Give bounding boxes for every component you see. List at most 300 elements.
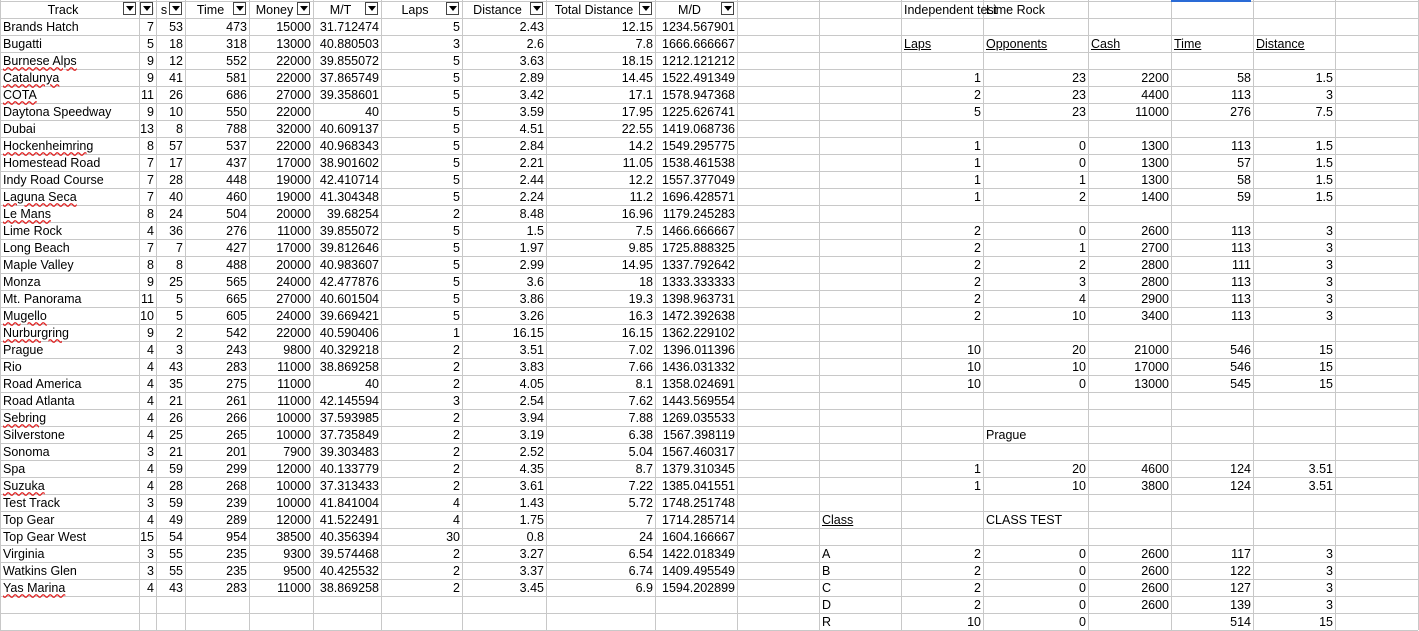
data-cell[interactable]: 37.865749 [319, 71, 379, 85]
data-cell[interactable]: 9 [147, 54, 154, 68]
data-cell[interactable]: 37.313433 [319, 479, 379, 493]
side-data-cell[interactable]: 3.51 [1308, 479, 1333, 493]
data-cell[interactable]: 4.51 [519, 122, 544, 136]
side-data-cell[interactable]: 2 [974, 224, 981, 238]
data-cell[interactable]: 10000 [276, 428, 311, 442]
data-cell[interactable]: 19000 [276, 173, 311, 187]
column-header[interactable]: s [160, 3, 168, 17]
side-data-cell[interactable]: 1400 [1141, 190, 1169, 204]
side-data-cell[interactable]: 2 [974, 88, 981, 102]
data-cell[interactable]: 31.712474 [319, 20, 379, 34]
side-data-cell[interactable]: 23 [1072, 88, 1086, 102]
data-cell[interactable]: 3 [147, 445, 154, 459]
side-header-cell[interactable]: Cash [1091, 37, 1121, 51]
side-data-cell[interactable]: 2 [974, 275, 981, 289]
data-cell[interactable]: 16.15 [621, 326, 653, 340]
track-name-cell[interactable]: Sebring [3, 411, 47, 425]
data-cell[interactable]: 40.356394 [319, 530, 379, 544]
data-cell[interactable]: 7.5 [635, 224, 653, 238]
data-cell[interactable]: 5 [453, 88, 460, 102]
data-cell[interactable]: 14.2 [628, 139, 653, 153]
side-data-cell[interactable]: 1 [974, 139, 981, 153]
side-data-cell[interactable]: 514 [1230, 615, 1251, 629]
data-cell[interactable]: 3 [147, 564, 154, 578]
data-cell[interactable]: 39.358601 [319, 88, 379, 102]
side-data-cell[interactable]: 59 [1237, 190, 1251, 204]
track-name-cell[interactable]: Test Track [3, 496, 60, 510]
data-cell[interactable]: 3.6 [526, 275, 544, 289]
track-name-cell[interactable]: Spa [3, 462, 26, 476]
data-cell[interactable]: 8 [176, 122, 183, 136]
data-cell[interactable]: 8.48 [519, 207, 544, 221]
data-cell[interactable]: 5 [453, 258, 460, 272]
side-data-cell[interactable]: 0 [1079, 156, 1086, 170]
side-data-cell[interactable]: 545 [1230, 377, 1251, 391]
data-cell[interactable]: 5 [147, 37, 154, 51]
data-cell[interactable]: 18 [169, 37, 183, 51]
side-data-cell[interactable]: 2700 [1141, 241, 1169, 255]
data-cell[interactable]: 9500 [283, 564, 311, 578]
data-cell[interactable]: 3.94 [519, 411, 544, 425]
data-cell[interactable]: 22000 [276, 105, 311, 119]
data-cell[interactable]: 36 [169, 224, 183, 238]
data-cell[interactable]: 9300 [283, 547, 311, 561]
data-cell[interactable]: 11000 [277, 360, 311, 374]
data-cell[interactable]: 7900 [283, 445, 311, 459]
data-cell[interactable]: 19.3 [628, 292, 653, 306]
track-name-cell[interactable]: Suzuka [3, 479, 45, 493]
data-cell[interactable]: 437 [226, 156, 247, 170]
data-cell[interactable]: 0.8 [526, 530, 544, 544]
class-name-cell[interactable]: D [822, 598, 832, 612]
side-data-cell[interactable]: 10 [967, 615, 981, 629]
data-cell[interactable]: 3.61 [519, 479, 544, 493]
data-cell[interactable]: 32000 [276, 122, 311, 136]
data-cell[interactable]: 266 [226, 411, 247, 425]
side-data-cell[interactable]: 276 [1230, 105, 1251, 119]
data-cell[interactable]: 605 [226, 309, 247, 323]
side-data-cell[interactable]: 4600 [1141, 462, 1169, 476]
track-name-cell[interactable]: Burnese Alps [3, 54, 77, 68]
data-cell[interactable]: 22000 [276, 71, 311, 85]
data-cell[interactable]: 7.8 [635, 37, 653, 51]
side-data-cell[interactable]: 1 [1079, 241, 1086, 255]
side-data-cell[interactable]: 124 [1230, 462, 1251, 476]
data-cell[interactable]: 5 [453, 105, 460, 119]
side-data-cell[interactable]: 113 [1231, 88, 1251, 102]
data-cell[interactable]: 7 [646, 513, 653, 527]
data-cell[interactable]: 427 [226, 241, 247, 255]
data-cell[interactable]: 39.574468 [319, 547, 379, 561]
data-cell[interactable]: 7 [176, 241, 183, 255]
data-cell[interactable]: 1594.202899 [662, 581, 735, 595]
side-data-cell[interactable]: 2 [974, 581, 981, 595]
data-cell[interactable]: 4 [453, 513, 460, 527]
side-data-cell[interactable]: 2800 [1141, 258, 1169, 272]
side-header-cell[interactable]: Distance [1256, 37, 1305, 51]
side-data-cell[interactable]: 113 [1231, 309, 1251, 323]
data-cell[interactable]: 11000 [277, 394, 311, 408]
data-cell[interactable]: 24 [169, 207, 183, 221]
data-cell[interactable]: 8 [147, 258, 154, 272]
data-cell[interactable]: 448 [226, 173, 247, 187]
side-data-cell[interactable]: 3800 [1141, 479, 1169, 493]
data-cell[interactable]: 1725.888325 [662, 241, 735, 255]
data-cell[interactable]: 8 [147, 139, 154, 153]
data-cell[interactable]: 2 [453, 479, 460, 493]
data-cell[interactable]: 40 [365, 377, 379, 391]
side-data-cell[interactable]: 113 [1231, 292, 1251, 306]
data-cell[interactable]: 1419.068736 [662, 122, 735, 136]
data-cell[interactable]: 2 [453, 343, 460, 357]
data-cell[interactable]: 5 [453, 156, 460, 170]
data-cell[interactable]: 11000 [277, 224, 311, 238]
autofilter-dropdown-icon[interactable] [721, 2, 734, 15]
data-cell[interactable]: 11 [141, 292, 154, 306]
data-cell[interactable]: 1398.963731 [662, 292, 735, 306]
data-cell[interactable]: 26 [169, 411, 183, 425]
data-cell[interactable]: 7 [147, 20, 154, 34]
side-data-cell[interactable]: 1.5 [1315, 190, 1333, 204]
side-data-cell[interactable]: 2 [974, 241, 981, 255]
side-data-cell[interactable]: 2 [1079, 190, 1086, 204]
side-data-cell[interactable]: 1300 [1141, 156, 1169, 170]
data-cell[interactable]: 42.410714 [319, 173, 379, 187]
data-cell[interactable]: 7.02 [628, 343, 653, 357]
track-name-cell[interactable]: Homestead Road [3, 156, 101, 170]
data-cell[interactable]: 21 [169, 445, 183, 459]
side-data-cell[interactable]: 3 [1326, 547, 1333, 561]
data-cell[interactable]: 10000 [276, 479, 311, 493]
data-cell[interactable]: 2 [453, 445, 460, 459]
side-data-cell[interactable]: 7.5 [1315, 105, 1333, 119]
data-cell[interactable]: 5 [453, 20, 460, 34]
data-cell[interactable]: 2.52 [519, 445, 544, 459]
side-data-cell[interactable]: 2600 [1141, 598, 1169, 612]
data-cell[interactable]: 6.38 [628, 428, 653, 442]
class-name-cell[interactable]: A [822, 547, 831, 561]
data-cell[interactable]: 40.329218 [319, 343, 379, 357]
data-cell[interactable]: 5 [453, 190, 460, 204]
data-cell[interactable]: 10000 [276, 411, 311, 425]
data-cell[interactable]: 42.145594 [319, 394, 379, 408]
data-cell[interactable]: 15000 [276, 20, 311, 34]
data-cell[interactable]: 20000 [276, 207, 311, 221]
data-cell[interactable]: 460 [226, 190, 247, 204]
data-cell[interactable]: 552 [226, 54, 247, 68]
data-cell[interactable]: 20000 [276, 258, 311, 272]
side-data-cell[interactable]: 3 [1326, 88, 1333, 102]
data-cell[interactable]: 8 [147, 207, 154, 221]
track-name-cell[interactable]: Road America [3, 377, 82, 391]
data-cell[interactable]: 954 [226, 530, 247, 544]
data-cell[interactable]: 4 [147, 394, 154, 408]
side-data-cell[interactable]: 2 [1079, 258, 1086, 272]
side-data-cell[interactable]: 1 [974, 190, 981, 204]
data-cell[interactable]: 5 [453, 309, 460, 323]
side-data-cell[interactable]: 2200 [1141, 71, 1169, 85]
data-cell[interactable]: 7 [147, 173, 154, 187]
data-cell[interactable]: 17000 [276, 241, 311, 255]
side-data-cell[interactable]: 2900 [1141, 292, 1169, 306]
autofilter-dropdown-icon[interactable] [233, 2, 246, 15]
track-name-cell[interactable]: Watkins Glen [3, 564, 77, 578]
data-cell[interactable]: 11000 [277, 581, 311, 595]
data-cell[interactable]: 9800 [283, 343, 311, 357]
side-data-cell[interactable]: 2 [974, 547, 981, 561]
data-cell[interactable]: 12.15 [621, 20, 653, 34]
data-cell[interactable]: 4.35 [519, 462, 544, 476]
data-cell[interactable]: 1567.460317 [662, 445, 735, 459]
side-data-cell[interactable]: 4400 [1141, 88, 1169, 102]
side-data-cell[interactable]: 10 [1072, 479, 1086, 493]
data-cell[interactable]: 59 [169, 496, 183, 510]
data-cell[interactable]: 283 [226, 581, 247, 595]
data-cell[interactable]: 14.45 [621, 71, 653, 85]
data-cell[interactable]: 1436.031332 [662, 360, 735, 374]
data-cell[interactable]: 3.83 [519, 360, 544, 374]
data-cell[interactable]: 5 [453, 122, 460, 136]
data-cell[interactable]: 1.5 [526, 224, 544, 238]
side-data-cell[interactable]: 113 [1231, 224, 1251, 238]
track-name-cell[interactable]: Catalunya [3, 71, 60, 85]
data-cell[interactable]: 542 [226, 326, 247, 340]
data-cell[interactable]: 39.669421 [319, 309, 379, 323]
data-cell[interactable]: 3 [176, 343, 183, 357]
data-cell[interactable]: 40.133779 [319, 462, 379, 476]
data-cell[interactable]: 3.37 [519, 564, 544, 578]
data-cell[interactable]: 7.66 [628, 360, 653, 374]
side-data-cell[interactable]: 15 [1319, 377, 1333, 391]
data-cell[interactable]: 40.983607 [319, 258, 379, 272]
autofilter-dropdown-icon[interactable] [123, 2, 136, 15]
side-data-cell[interactable]: 2 [974, 598, 981, 612]
side-data-cell[interactable]: 10 [967, 377, 981, 391]
data-cell[interactable]: 3.27 [519, 547, 544, 561]
data-cell[interactable]: 30 [446, 530, 460, 544]
data-cell[interactable]: 27000 [276, 292, 311, 306]
data-cell[interactable]: 4 [147, 360, 154, 374]
data-cell[interactable]: 3.42 [519, 88, 544, 102]
data-cell[interactable]: 235 [226, 564, 247, 578]
autofilter-dropdown-icon[interactable] [169, 2, 182, 15]
side-data-cell[interactable]: 58 [1237, 71, 1251, 85]
data-cell[interactable]: 1549.295775 [662, 139, 735, 153]
data-cell[interactable]: 9 [147, 105, 154, 119]
data-cell[interactable]: 550 [226, 105, 247, 119]
data-cell[interactable]: 1409.495549 [662, 564, 735, 578]
side-data-cell[interactable]: 0 [1079, 581, 1086, 595]
data-cell[interactable]: 1422.018349 [662, 547, 735, 561]
data-cell[interactable]: 2 [453, 564, 460, 578]
side-data-cell[interactable]: 2 [974, 292, 981, 306]
data-cell[interactable]: 10000 [276, 496, 311, 510]
data-cell[interactable]: 6.54 [628, 547, 653, 561]
data-cell[interactable]: 5 [176, 292, 183, 306]
data-cell[interactable]: 40 [365, 105, 379, 119]
side-data-cell[interactable]: 0 [1079, 224, 1086, 238]
side-data-cell[interactable]: 1.5 [1315, 156, 1333, 170]
data-cell[interactable]: 5 [453, 54, 460, 68]
data-cell[interactable]: 1466.666667 [662, 224, 735, 238]
data-cell[interactable]: 1714.285714 [662, 513, 735, 527]
data-cell[interactable]: 13000 [276, 37, 311, 51]
data-cell[interactable]: 1179.245283 [662, 207, 735, 221]
data-cell[interactable]: 2 [453, 462, 460, 476]
data-cell[interactable]: 275 [226, 377, 247, 391]
data-cell[interactable]: 24000 [276, 275, 311, 289]
side-data-cell[interactable]: 5 [974, 105, 981, 119]
data-cell[interactable]: 22000 [276, 326, 311, 340]
column-header[interactable]: Total Distance [554, 3, 634, 17]
data-cell[interactable]: 9 [147, 71, 154, 85]
data-cell[interactable]: 11.2 [629, 190, 653, 204]
data-cell[interactable]: 4 [147, 377, 154, 391]
data-cell[interactable]: 17 [169, 156, 183, 170]
data-cell[interactable]: 1358.024691 [662, 377, 735, 391]
autofilter-dropdown-icon[interactable] [530, 2, 543, 15]
data-cell[interactable]: 28 [169, 479, 183, 493]
side-data-cell[interactable]: 117 [1231, 547, 1251, 561]
track-name-cell[interactable]: Virginia [3, 547, 45, 561]
data-cell[interactable]: 581 [226, 71, 247, 85]
column-header[interactable]: Time [196, 3, 225, 17]
data-cell[interactable]: 41.522491 [319, 513, 379, 527]
side-data-cell[interactable]: 111 [1231, 258, 1251, 272]
side-data-cell[interactable]: 546 [1230, 343, 1251, 357]
data-cell[interactable]: 12 [169, 54, 183, 68]
data-cell[interactable]: 39.812646 [319, 241, 379, 255]
side-data-cell[interactable]: 2600 [1141, 581, 1169, 595]
side-data-cell[interactable]: 0 [1079, 139, 1086, 153]
side-data-cell[interactable]: 113 [1231, 275, 1251, 289]
data-cell[interactable]: 16.15 [512, 326, 544, 340]
data-cell[interactable]: 25 [169, 275, 183, 289]
track-name-cell[interactable]: Top Gear [3, 513, 55, 527]
track-name-cell[interactable]: COTA [3, 88, 37, 102]
data-cell[interactable]: 1567.398119 [662, 428, 735, 442]
data-cell[interactable]: 38.869258 [319, 360, 379, 374]
side-data-cell[interactable]: 1 [974, 71, 981, 85]
side-header-cell[interactable]: Time [1174, 37, 1202, 51]
side-data-cell[interactable]: 20 [1072, 343, 1086, 357]
data-cell[interactable]: 22.55 [621, 122, 653, 136]
data-cell[interactable]: 25 [169, 428, 183, 442]
track-name-cell[interactable]: Top Gear West [3, 530, 87, 544]
track-name-cell[interactable]: Long Beach [3, 241, 70, 255]
data-cell[interactable]: 8 [176, 258, 183, 272]
track-name-cell[interactable]: Mugello [3, 309, 47, 323]
data-cell[interactable]: 9 [147, 275, 154, 289]
track-name-cell[interactable]: Nurburgring [3, 326, 70, 340]
side-data-cell[interactable]: 10 [967, 360, 981, 374]
data-cell[interactable]: 2 [453, 207, 460, 221]
data-cell[interactable]: 49 [169, 513, 183, 527]
side-data-cell[interactable]: 113 [1231, 241, 1251, 255]
data-cell[interactable]: 11.05 [622, 156, 653, 170]
side-data-cell[interactable] [1089, 614, 1171, 631]
column-header[interactable]: Laps [401, 3, 429, 17]
side-data-cell[interactable]: 0 [1079, 377, 1086, 391]
data-cell[interactable]: 27000 [276, 88, 311, 102]
data-cell[interactable]: 1362.229102 [662, 326, 735, 340]
data-cell[interactable]: 21 [169, 394, 183, 408]
side-data-cell[interactable]: 1300 [1141, 139, 1169, 153]
data-cell[interactable]: 2.6 [526, 37, 544, 51]
side-data-cell[interactable]: 0 [1079, 615, 1086, 629]
side-data-cell[interactable]: 3 [1326, 275, 1333, 289]
data-cell[interactable]: 5 [453, 173, 460, 187]
data-cell[interactable]: 40.601504 [319, 292, 379, 306]
data-cell[interactable]: 2 [453, 547, 460, 561]
track-name-cell[interactable]: Daytona Speedway [3, 105, 112, 119]
data-cell[interactable]: 1.75 [519, 513, 544, 527]
data-cell[interactable]: 38.901602 [319, 156, 379, 170]
track-name-cell[interactable]: Le Mans [3, 207, 51, 221]
track-name-cell[interactable]: Monza [3, 275, 41, 289]
data-cell[interactable]: 243 [226, 343, 247, 357]
data-cell[interactable]: 5 [453, 292, 460, 306]
data-cell[interactable]: 7 [147, 156, 154, 170]
data-cell[interactable]: 35 [169, 377, 183, 391]
data-cell[interactable]: 2 [176, 326, 183, 340]
data-cell[interactable]: 41 [169, 71, 183, 85]
side-data-cell[interactable]: 127 [1230, 581, 1251, 595]
data-cell[interactable]: 289 [226, 513, 247, 527]
data-cell[interactable]: 16.96 [621, 207, 653, 221]
data-cell[interactable]: 3 [147, 496, 154, 510]
data-cell[interactable]: 5.04 [628, 445, 653, 459]
data-cell[interactable]: 2 [453, 411, 460, 425]
side-data-cell[interactable]: 3 [1326, 258, 1333, 272]
data-cell[interactable]: 5 [453, 224, 460, 238]
side-data-cell[interactable]: 1 [974, 479, 981, 493]
data-cell[interactable]: 12000 [276, 462, 311, 476]
data-cell[interactable]: 1443.569554 [662, 394, 735, 408]
data-cell[interactable]: 318 [226, 37, 247, 51]
data-cell[interactable]: 4.05 [519, 377, 544, 391]
track-name-cell[interactable]: Hockenheimring [3, 139, 94, 153]
track-name-cell[interactable]: Lime Rock [3, 224, 63, 238]
side-data-cell[interactable]: 139 [1230, 598, 1251, 612]
side-data-cell[interactable]: 0 [1079, 547, 1086, 561]
data-cell[interactable]: 38.869258 [319, 581, 379, 595]
data-cell[interactable]: 37.593985 [319, 411, 379, 425]
data-cell[interactable]: 59 [169, 462, 183, 476]
data-cell[interactable]: 788 [226, 122, 247, 136]
side-data-cell[interactable]: 13000 [1134, 377, 1169, 391]
class-name-cell[interactable]: C [822, 581, 832, 595]
side-data-cell[interactable]: 3 [1326, 598, 1333, 612]
data-cell[interactable]: 261 [226, 394, 247, 408]
side-data-cell[interactable]: 10 [1072, 360, 1086, 374]
data-cell[interactable]: 19000 [276, 190, 311, 204]
data-cell[interactable]: 1472.392638 [662, 309, 735, 323]
side-data-cell[interactable]: 21000 [1134, 343, 1169, 357]
side-data-cell[interactable]: 57 [1237, 156, 1251, 170]
side-data-cell[interactable]: 3 [1326, 564, 1333, 578]
data-cell[interactable]: 17000 [276, 156, 311, 170]
column-header[interactable]: M/D [678, 3, 701, 17]
data-cell[interactable]: 268 [226, 479, 247, 493]
side-data-cell[interactable]: 23 [1072, 71, 1086, 85]
data-cell[interactable]: 276 [226, 224, 247, 238]
side-data-cell[interactable]: 3 [1326, 292, 1333, 306]
data-cell[interactable]: 9.85 [628, 241, 653, 255]
side-data-cell[interactable]: 3 [1326, 581, 1333, 595]
side-data-cell[interactable]: 1 [974, 173, 981, 187]
data-cell[interactable]: 39.303483 [319, 445, 379, 459]
